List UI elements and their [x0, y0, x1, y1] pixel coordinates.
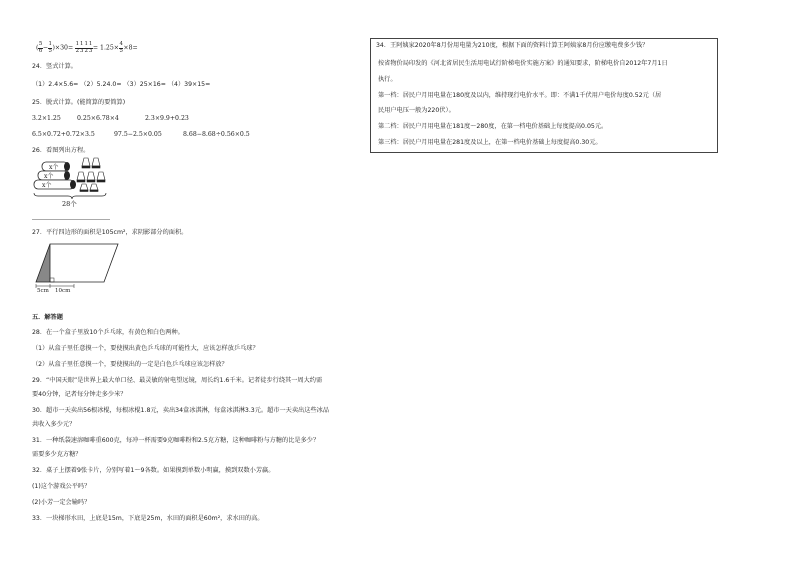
q24-items: （1）2.4×5.6= （2）5.24.0= （3）25×16= （4）39×15= — [32, 81, 211, 88]
q27-title: 27．平行四边形的面积是105cm²，求阴影部分的面积。 — [32, 229, 188, 236]
q25-title: 25．脱式计算。(能简算的要简算) — [32, 99, 126, 106]
q28-text: 28．在一个盒子里放10个乒乓球，有黄色和白色两种。 — [32, 329, 184, 336]
q33-text: 33．一块梯形水田，上底是15m，下底是25m，水田的面积是60m²，求水田的高。 — [32, 515, 264, 522]
q25-expr-5: 97.5−2.5×0.05 — [114, 131, 162, 138]
q27-figure — [32, 240, 122, 295]
section-title: 五．解答题 — [32, 314, 63, 321]
q34-text: 34．王阿姨家2020年8月份用电量为210度，根据下面的资料计算王阿姨家8月份应缴电费多少钱？ — [376, 42, 649, 49]
q30-line-2: 共收入多少元？ — [32, 421, 76, 428]
info-line-3: 第一档：居民户月用电量在180度及以内，维持现行电价水平。即：不满1千伏用户电价每度0.52元（居 — [378, 92, 662, 99]
q30-line-1: 30．超市一天卖出56根冰棍，每根冰棍1.8元，卖出34盒冰淇淋，每盒冰淇淋3.3元。超市一天卖出这些冰品 — [32, 407, 329, 414]
fraction: $\frac{1}{3}$ — [88, 41, 93, 54]
q26-label-x1: x个 — [49, 164, 59, 171]
q31-line-1: 31．一种纸袋速溶咖啡重600克，每冲一杯需要9克咖啡粉和2.5克方糖，这种咖啡粉与方糖的比是多少？ — [32, 437, 320, 444]
info-line-1: 按省物价局印发的《河北省居民生活用电试行阶梯电价实施方案》的通知要求，阶梯电价自2012年7月1日 — [378, 60, 668, 67]
q24-title: 24．竖式计算。 — [32, 63, 77, 70]
q25-expr-2: 0.25×6.78×4 — [77, 115, 119, 122]
divider — [32, 219, 110, 220]
q27-label-b: 10cm — [55, 288, 71, 294]
info-line-2: 执行。 — [378, 76, 397, 83]
fraction: $\frac{1}{2}$ — [84, 41, 88, 54]
q25-expr-6: 8.68−8.68÷0.56×0.5 — [183, 131, 250, 138]
fraction: $\frac{1}{5}$ — [48, 41, 52, 54]
q28-part-2: （2）从盒子里任意摸一个，要使摸出的一定是白色乒乓球应该怎样放？ — [32, 361, 228, 368]
fraction: $\frac{1}{2}$ — [75, 41, 80, 54]
q25-expr-4: 6.5×0.72+0.72×3.5 — [32, 131, 95, 138]
q25-expr-1: 3.2×1.25 — [32, 115, 61, 122]
info-box — [370, 38, 718, 153]
q32-part-2: (2)小芳一定会输吗？ — [32, 499, 91, 506]
q26-label-x2: x个 — [44, 173, 54, 180]
q25-expr-3: 2.3×9.9+0.23 — [145, 115, 189, 122]
q29-line-2: 要40分钟，记者每分钟走多少米？ — [32, 391, 127, 398]
q28-part-1: （1）从盒子里任意摸一个，要使摸出黄色乒乓球的可能性大，应该怎样放乒乓球？ — [32, 345, 259, 352]
q32-part-1: (1)这个游戏公平吗？ — [32, 483, 91, 490]
q26-total: 28个 — [62, 200, 77, 208]
info-line-6: 第三档：居民户月用电量在281度及以上，在第一档电价基础上每度提高0.30元。 — [378, 139, 602, 146]
q27-label-a: 5cm — [37, 288, 49, 294]
q26-figure — [32, 156, 112, 208]
q29-line-1: 29．“中国天眼”是世界上最大单口径、最灵敏的射电望远镜，周长约1.6千米。记者徒步行绕其一周大约需 — [32, 377, 323, 384]
q32-text: 32．桌子上摆着9张卡片，分别写着1～9各数。如果摸到单数小明赢，摸到双数小芳赢。 — [32, 467, 275, 474]
cone-group — [77, 158, 105, 192]
q31-line-2: 需要多少克方糖？ — [32, 451, 82, 458]
info-line-5: 第二档：居民户月用电量在181度～280度，在第一档电价基础上每度提高0.05元。 — [378, 123, 608, 130]
fraction: $\frac{5}{6}$ — [38, 41, 43, 54]
total-brace — [34, 193, 106, 199]
q26-title: 26．看图列出方程。 — [32, 147, 90, 154]
fraction: $\frac{1}{3}$ — [80, 41, 84, 54]
fraction: $\frac{4}{5}$ — [119, 41, 123, 54]
q26-label-x3: x个 — [42, 182, 52, 189]
info-line-4: 民用户电压一般为220伏）。 — [378, 107, 455, 114]
q23-expression: ( $\frac{5}{6}$ − $\frac{1}{5}$ )×30= $\frac{1}{2}$ $\frac{1}{3}$ $\frac{1}{2}$ $\frac{1}{3}$ = 1.25× $\frac{4}{5}$ ×8= — [36, 41, 138, 54]
